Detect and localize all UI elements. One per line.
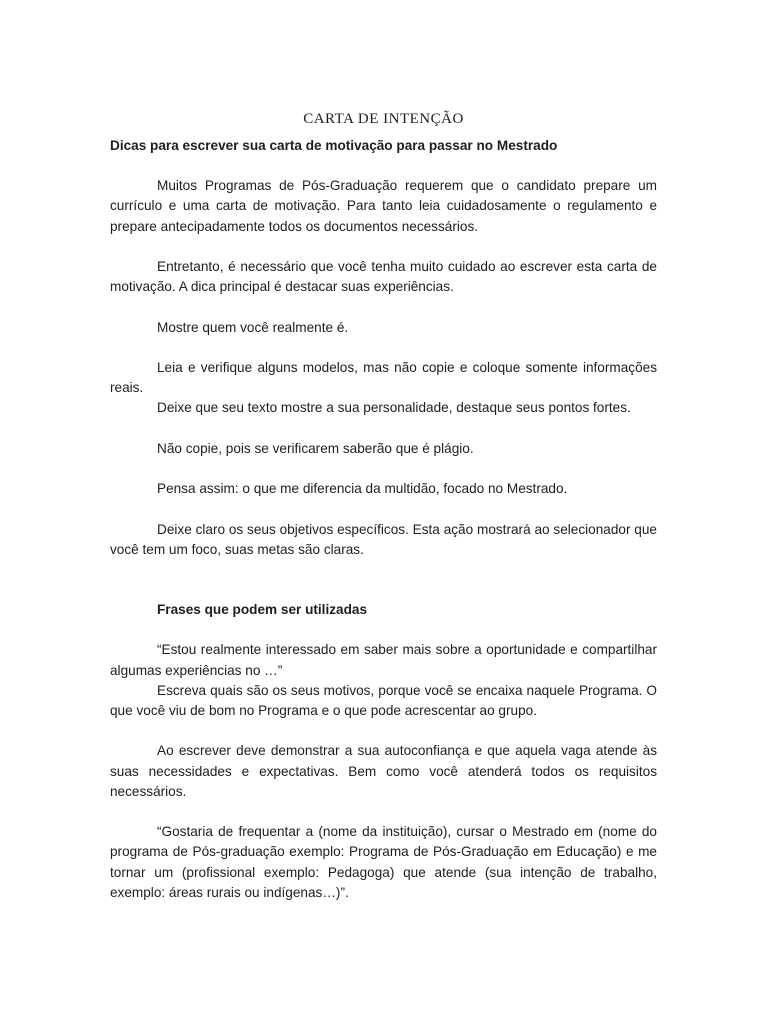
- spacer: [110, 459, 657, 479]
- paragraph: Ao escrever deve demonstrar a sua autoconfiança e que aquela vaga atende às suas necessidades e expectativas. Bem como você atenderá todos os requisitos necessários.: [110, 743, 657, 799]
- spacer: [110, 419, 657, 439]
- paragraph: “Estou realmente interessado em saber mais sobre a oportunidade e compartilhar algumas experiências no …”: [110, 642, 657, 678]
- paragraph: Deixe que seu texto mostre a sua personalidade, destaque seus pontos fortes.: [157, 400, 631, 416]
- paragraph: Escreva quais são os seus motivos, porque você se encaixa naquele Programa. O que você viu de bom no Programa e o que pode acrescentar ao grupo.: [110, 682, 657, 718]
- section-heading: Frases que podem ser utilizadas: [157, 601, 368, 617]
- paragraph: Não copie, pois se verificarem saberão que é plágio.: [157, 440, 474, 456]
- spacer: [110, 560, 657, 600]
- paragraph: Leia e verifique alguns modelos, mas não copie e coloque somente informações reais.: [110, 359, 657, 396]
- spacer: [110, 237, 657, 257]
- document-page: [110, 108, 657, 903]
- paragraph: Muitos Programas de Pós-Graduação requerem que o candidato prepare um currículo e uma carta de motivação. Para tanto leia cuidadosamente o regulamento e prepare antecipadamente todos os documentos necessários.: [110, 178, 657, 234]
- paragraph: Entretanto, é necessário que você tenha muito cuidado ao escrever esta carta de motivação. A dica principal é destacar suas experiências.: [110, 258, 657, 295]
- document-subtitle: Dicas para escrever sua carta de motivação para passar no Mestrado: [110, 138, 558, 153]
- spacer: [110, 499, 657, 519]
- paragraph: Deixe claro os seus objetivos específicos. Esta ação mostrará ao selecionador que você tem um foco, suas metas são claras.: [110, 521, 657, 557]
- spacer: [110, 297, 657, 317]
- spacer: [110, 620, 657, 640]
- spacer: [110, 721, 657, 741]
- paragraph: “Gostaria de frequentar a (nome da instituição), cursar o Mestrado em (nome do programa de Pós-graduação exemplo: Programa de Pós-Graduação em Educação) e me tornar um (profissional exemplo: Pedagoga) que atende (sua intenção de trabalho, exemplo: áreas rurais ou indígenas…)”.: [110, 824, 657, 900]
- spacer: [110, 156, 657, 176]
- document-title: CARTA DE INTENÇÃO: [303, 111, 464, 127]
- spacer: [110, 802, 657, 822]
- paragraph: Mostre quem você realmente é.: [157, 319, 349, 335]
- spacer: [110, 338, 657, 358]
- paragraph: Pensa assim: o que me diferencia da multidão, focado no Mestrado.: [157, 481, 568, 497]
